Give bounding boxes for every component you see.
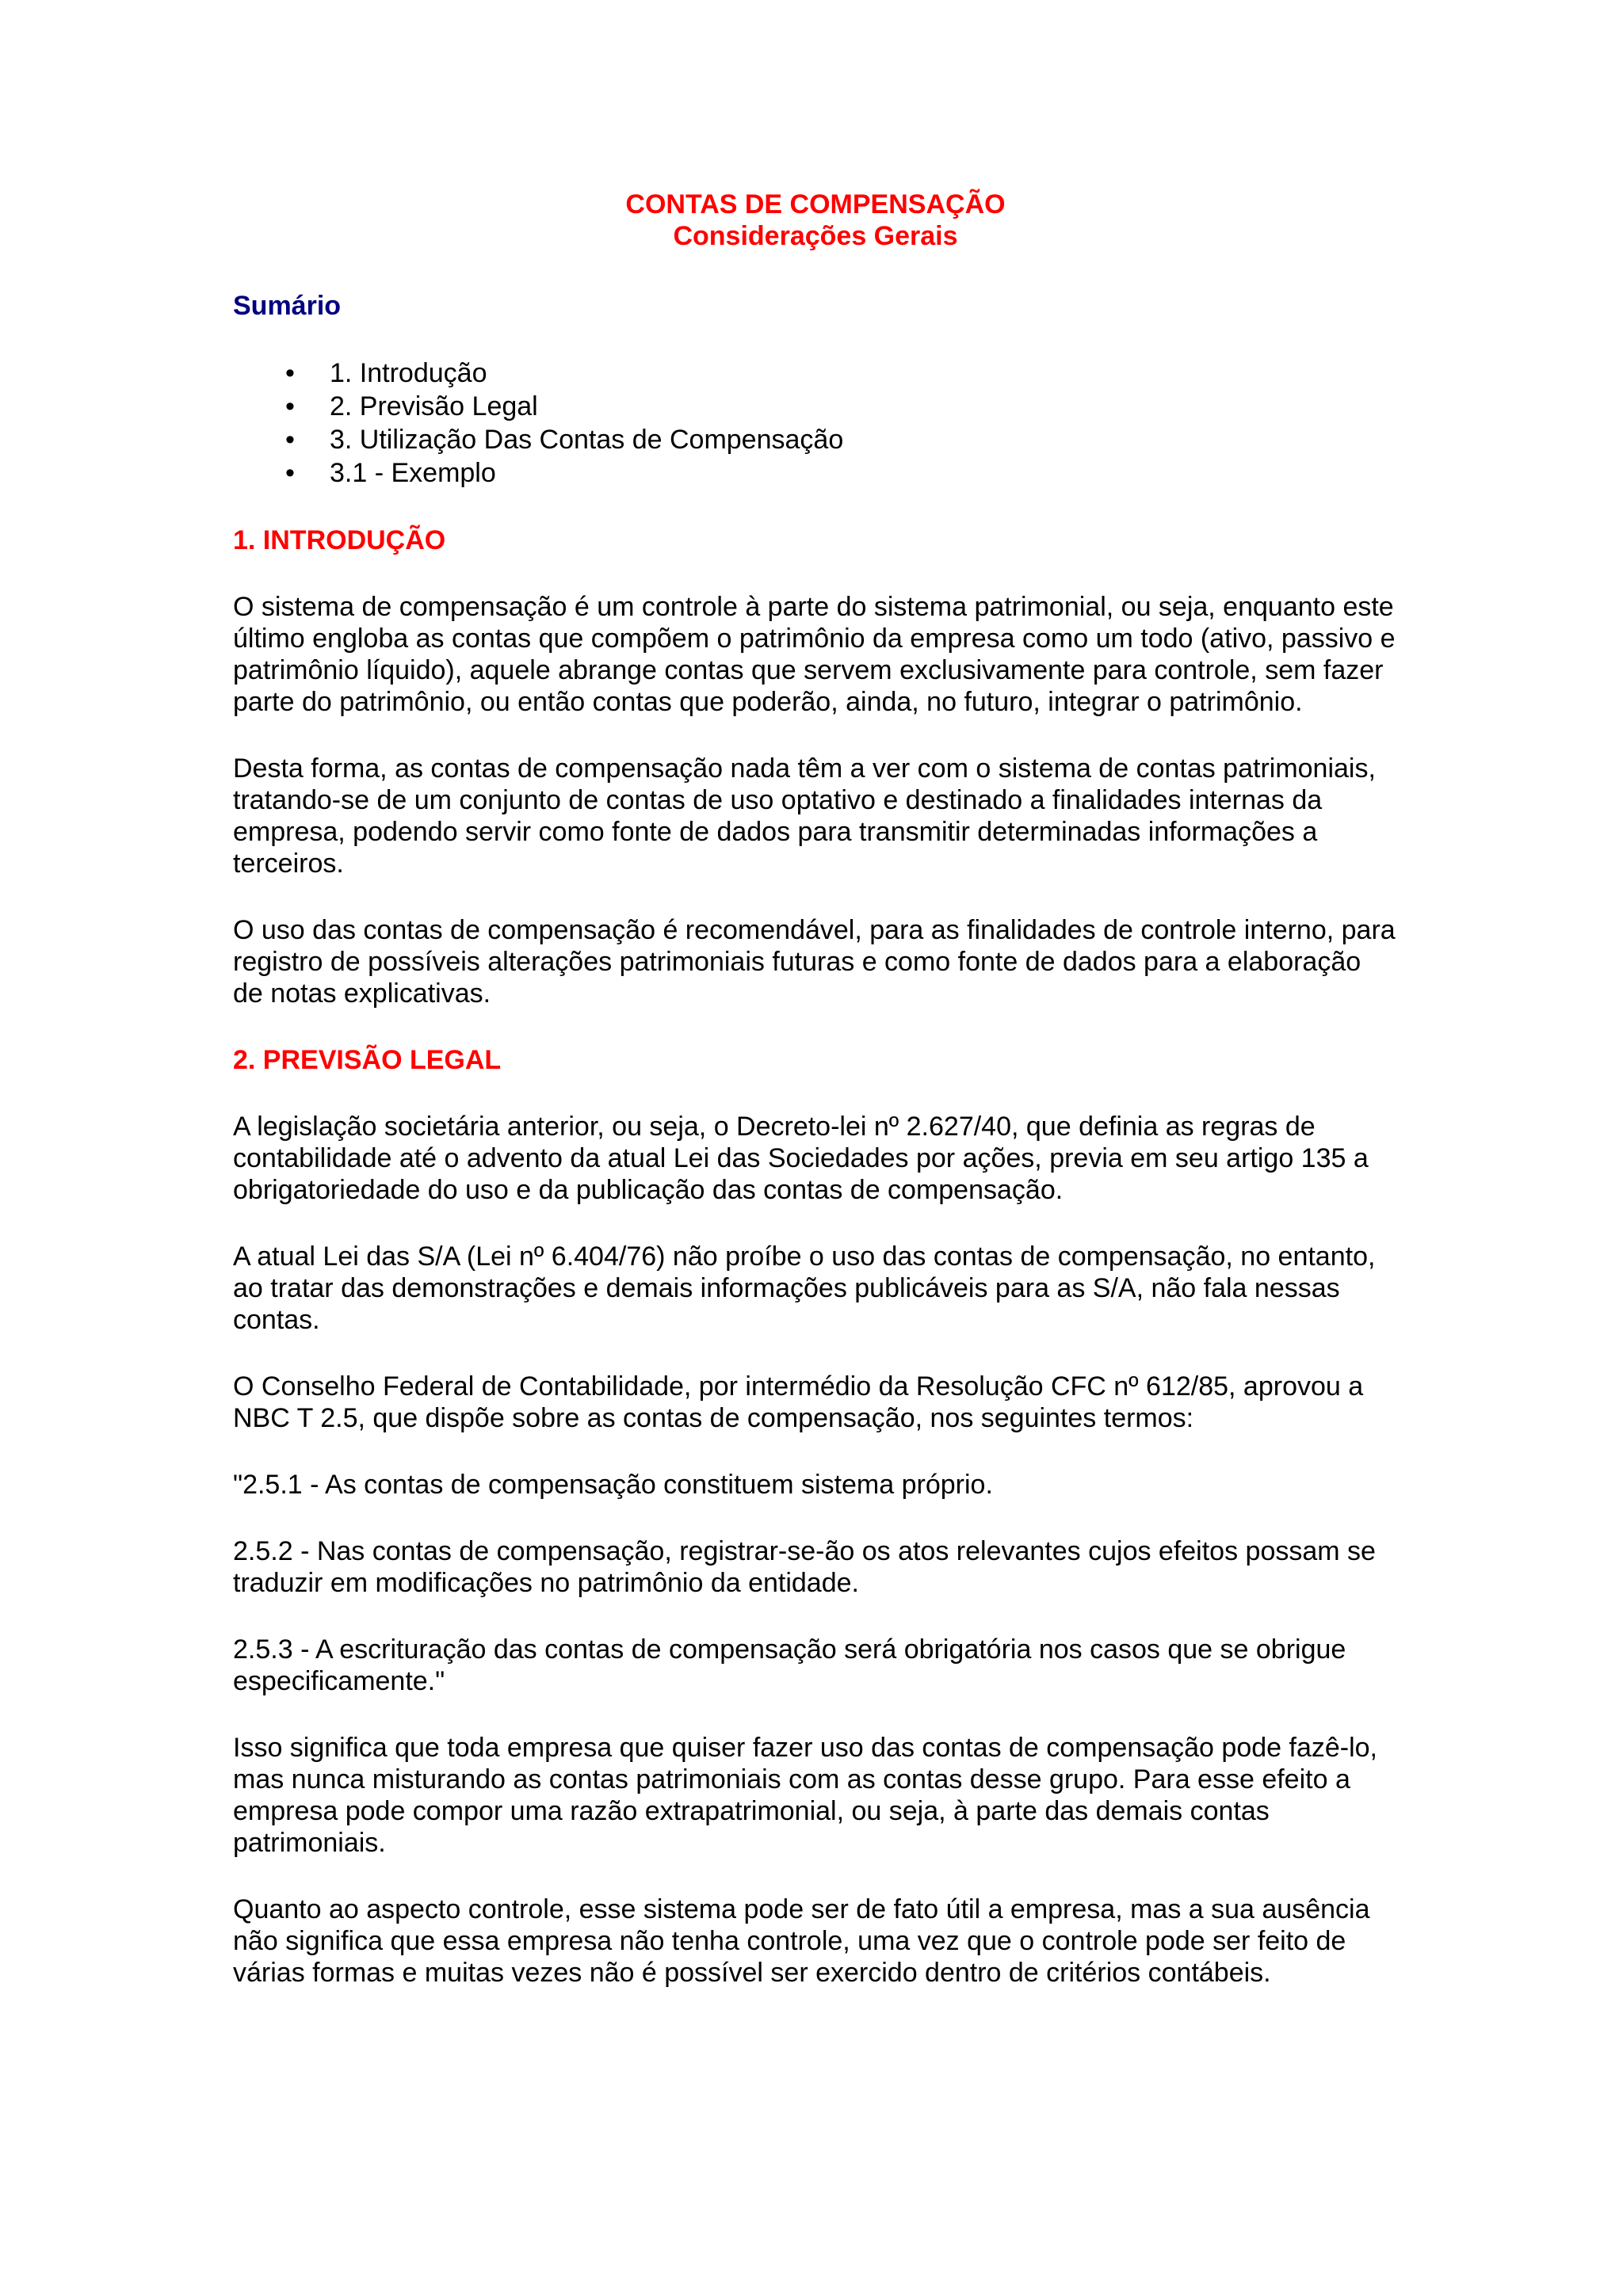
paragraph: Isso significa que toda empresa que quiser fazer uso das contas de compensação pode fazê-lo, mas nunca misturando as contas patrimoniais com as contas desse grupo. Para esse efeito a empresa pode compor uma razão extrapatrimonial, ou seja, à parte das demais contas patrimoniais. <box>233 1733 1377 1858</box>
summary-item <box>233 456 1398 490</box>
summary-item <box>233 357 1398 390</box>
document-title: CONTAS DE COMPENSAÇÃO <box>625 189 1006 219</box>
summary-item-label: 3.1 - Exemplo <box>330 458 496 488</box>
summary-item <box>233 390 1398 423</box>
paragraph: A atual Lei das S/A (Lei nº 6.404/76) não proíbe o uso das contas de compensação, no entanto, ao tratar das demonstrações e demais informações publicáveis para as S/A, não fala nessas contas. <box>233 1241 1376 1335</box>
summary-item-label: 1. Introdução <box>330 358 487 388</box>
paragraph: Quanto ao aspecto controle, esse sistema pode ser de fato útil a empresa, mas a sua ausência não significa que essa empresa não tenha controle, uma vez que o controle pode ser feito de várias formas e muitas vezes não é possível ser exercido dentro de critérios contábeis. <box>233 1894 1370 1988</box>
section-heading-previsao-legal: 2. PREVISÃO LEGAL <box>233 1045 502 1075</box>
bullet-icon: • <box>285 425 295 455</box>
document-page <box>233 189 1398 1989</box>
paragraph: O uso das contas de compensação é recomendável, para as finalidades de controle interno, para registro de possíveis alterações patrimoniais futuras e como fonte de dados para a elaboração de notas explicativas. <box>233 915 1396 1009</box>
bullet-icon: • <box>285 358 295 388</box>
quote-paragraph: "2.5.1 - As contas de compensação constituem sistema próprio. <box>233 1470 993 1500</box>
paragraph: A legislação societária anterior, ou seja, o Decreto-lei nº 2.627/40, que definia as regras de contabilidade até o advento da atual Lei das Sociedades por ações, previa em seu artigo 135 a obrigatoriedade do uso e da publicação das contas de compensação. <box>233 1112 1369 1205</box>
summary-item-label: 2. Previsão Legal <box>330 391 538 421</box>
quote-paragraph: 2.5.2 - Nas contas de compensação, registrar-se-ão os atos relevantes cujos efeitos possam se traduzir em modificações no patrimônio da entidade. <box>233 1536 1376 1598</box>
section-heading-introducao: 1. INTRODUÇÃO <box>233 525 446 555</box>
summary-list <box>233 357 1398 490</box>
document-subtitle: Considerações Gerais <box>673 221 958 251</box>
paragraph: Desta forma, as contas de compensação nada têm a ver com o sistema de contas patrimoniais, tratando-se de um conjunto de contas de uso optativo e destinado a finalidades internas da empresa, podendo servir como fonte de dados para transmitir determinadas informações a terceiros. <box>233 753 1376 879</box>
bullet-icon: • <box>285 391 295 421</box>
quote-paragraph: 2.5.3 - A escrituração das contas de compensação será obrigatória nos casos que se obrigue especificamente." <box>233 1634 1346 1696</box>
paragraph: O sistema de compensação é um controle à parte do sistema patrimonial, ou seja, enquanto este último engloba as contas que compõem o patrimônio da empresa como um todo (ativo, passivo e patrimônio líquido), aquele abrange contas que servem exclusivamente para controle, sem fazer parte do patrimônio, ou então contas que poderão, ainda, no futuro, integrar o patrimônio. <box>233 592 1396 717</box>
summary-item-label: 3. Utilização Das Contas de Compensação <box>330 425 844 455</box>
paragraph: O Conselho Federal de Contabilidade, por intermédio da Resolução CFC nº 612/85, aprovou a NBC T 2.5, que dispõe sobre as contas de compensação, nos seguintes termos: <box>233 1371 1364 1433</box>
summary-heading: Sumário <box>233 291 342 321</box>
summary-item <box>233 423 1398 456</box>
bullet-icon: • <box>285 458 295 488</box>
